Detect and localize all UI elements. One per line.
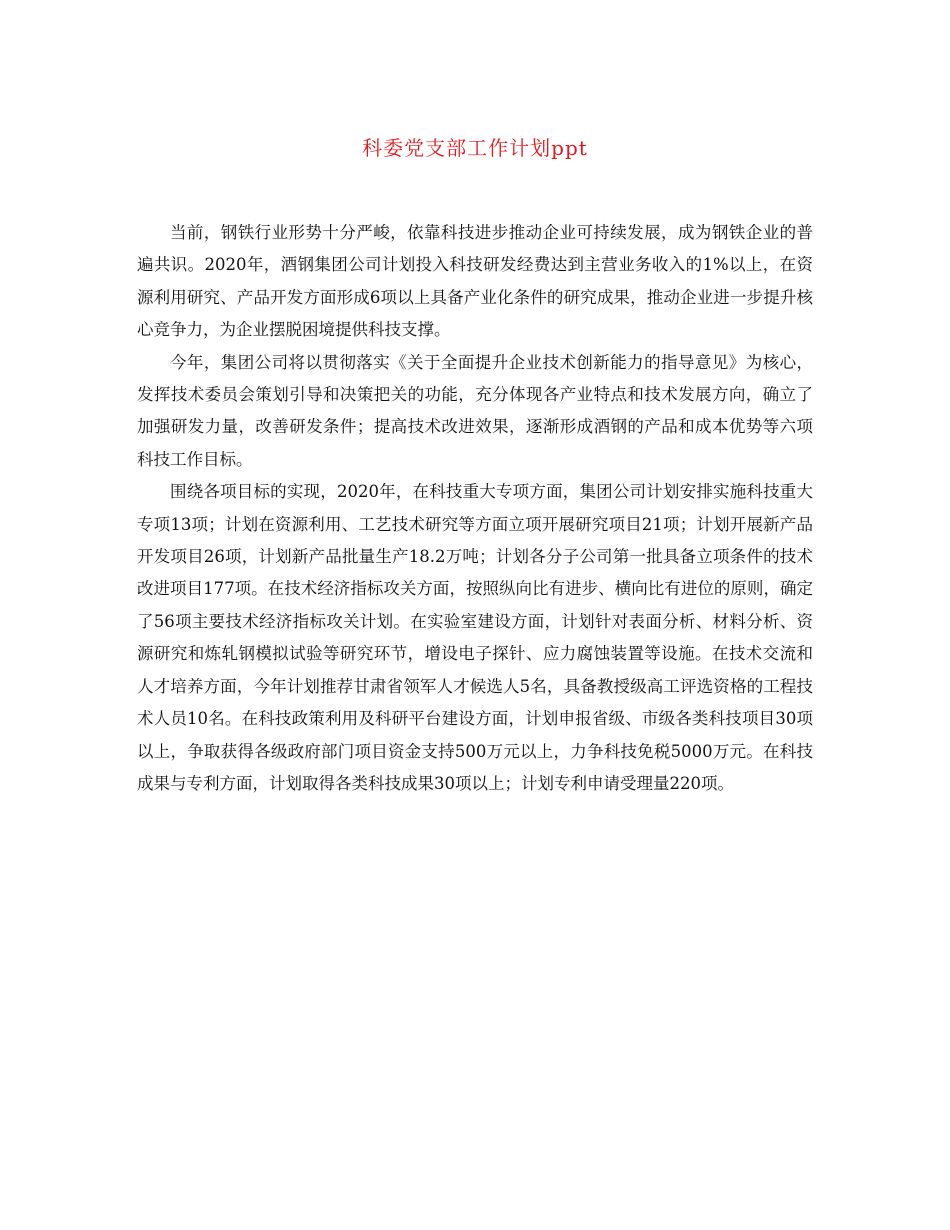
paragraph-3: 围绕各项目标的实现，2020年，在科技重大专项方面，集团公司计划安排实施科技重大专项13项；计划在资源利用、工艺技术研究等方面立项开展研究项目21项；计划开展新产品开发项目26项，计划新产品批量生产18.2万吨；计划各分子公司第一批具备立项条件的技术改进项目177项。在技术经济指标攻关方面，按照纵向比有进步、横向比有进位的原则，确定了56项主要技术经济指标攻关计划。在实验室建设方面，计划针对表面分析、材料分析、资源研究和炼轧钢模拟试验等研究环节，增设电子探针、应力腐蚀装置等设施。在技术交流和人才培养方面，今年计划推荐甘肃省领军人才候选人5名，具备教授级高工评选资格的工程技术人员10名。在科技政策利用及科研平台建设方面，计划申报省级、市级各类科技项目30项以上，争取获得各级政府部门项目资金支持500万元以上，力争科技免税5000万元。在科技成果与专利方面，计划取得各类科技成果30项以上；计划专利申请受理量220项。 bbox=[137, 482, 813, 793]
paragraph-2: 今年，集团公司将以贯彻落实《关于全面提升企业技术创新能力的指导意见》为核心，发挥技术委员会策划引导和决策把关的功能，充分体现各产业特点和技术发展方向，确立了加强研发力量，改善研发条件；提高技术改进效果，逐渐形成酒钢的产品和成本优势等六项科技工作目标。 bbox=[137, 352, 813, 469]
document-title: 科委党支部工作计划ppt bbox=[362, 136, 588, 160]
document-body bbox=[137, 217, 813, 800]
paragraph-1: 当前，钢铁行业形势十分严峻，依靠科技进步推动企业可持续发展，成为钢铁企业的普遍共识。2020年，酒钢集团公司计划投入科技研发经费达到主营业务收入的1%以上，在资源利用研究、产品开发方面形成6项以上具备产业化条件的研究成果，推动企业进一步提升核心竞争力，为企业摆脱困境提供科技支撑。 bbox=[137, 223, 813, 340]
